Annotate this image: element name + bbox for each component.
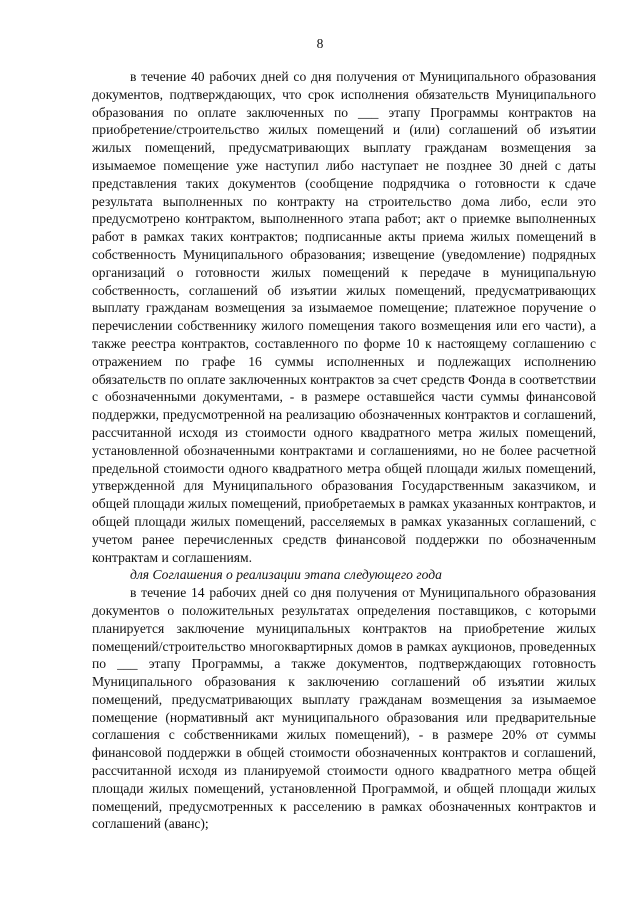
section-heading-next-year: для Соглашения о реализации этапа следующего года (130, 567, 442, 583)
paragraph-payment-14-days: в течение 14 рабочих дней со дня получения от Муниципального образования документов о положительных результатах определения поставщиков, с которыми планируется заключение муниципальных контрактов на приобретение жилых помещений/строительство многоквартирных домов в рамках аукционов, проведенных по ___ этапу Программы, а также документов, подтверждающих готовность Муниципального образования к заключению соглашений об изъятии жилых помещений, предусматривающих выплату гражданам возмещения за изымаемое помещение (нормативный акт муниципального образования или предварительные соглашения с собственниками жилых помещений), - в размере 20% от суммы финансовой поддержки в общей стоимости обозначенных контрактов и соглашений, рассчитанной исходя из планируемой стоимости одного квадратного метра общей площади жилых помещений, установленной Программой, и общей площади жилых помещений, предусмотренных к расселению в рамках обозначенных контрактов и соглашений (аванс); (92, 585, 596, 832)
paragraph-payment-40-days: в течение 40 рабочих дней со дня получения от Муниципального образования документов, подтверждающих, что срок исполнения обязательств Муниципального образования по оплате заключенных по ___ этапу Программы контрактов на приобретение/строительство жилых помещений и (или) соглашений об изъятии жилых помещений, предусматривающих выплату гражданам возмещения за изымаемое помещение уже наступил либо наступает не позднее 30 дней с даты представления таких документов (сообщение подрядчика о готовности к сдаче результата выполненных по контракту на строительство дома либо, если это предусмотрено контрактом, выполненного этапа работ; акт о приемке выполненных работ в рамках таких контрактов; подписанные акты приема жилых помещений в собственность Муниципального образования; извещение (уведомление) подрядных организаций о готовности жилых помещений к передаче в муниципальную собственность, соглашений об изъятии жилых помещений, предусматривающих выплату гражданам возмещения за изымаемое помещение; платежное поручение о перечислении собственнику жилого помещения такого возмещения или его части), а также реестра контрактов, составленного по форме 10 к настоящему соглашению с отражением по графе 16 суммы исполненных и подлежащих исполнению обязательств по оплате заключенных контрактов за счет средств Фонда в соответствии с обозначенными документами, - в размере оставшейся части суммы финансовой поддержки, предусмотренной на реализацию обозначенных контрактов и соглашений, рассчитанной исходя из стоимости одного квадратного метра жилых помещений, установленной обозначенными контрактами и соглашениями, но не более расчетной предельной стоимости одного квадратного метра общей площади жилых помещений, утвержденной для Муниципального образования Государственным заказчиком, и общей площади жилых помещений, приобретаемых в рамках указанных контрактов, и общей площади жилых помещений, расселяемых в рамках указанных соглашений, с учетом ранее перечисленных средств финансовой поддержки по обозначенным контрактам и соглашениям. (92, 69, 596, 565)
document-body (92, 68, 596, 833)
page-number: 8 (316, 36, 324, 51)
